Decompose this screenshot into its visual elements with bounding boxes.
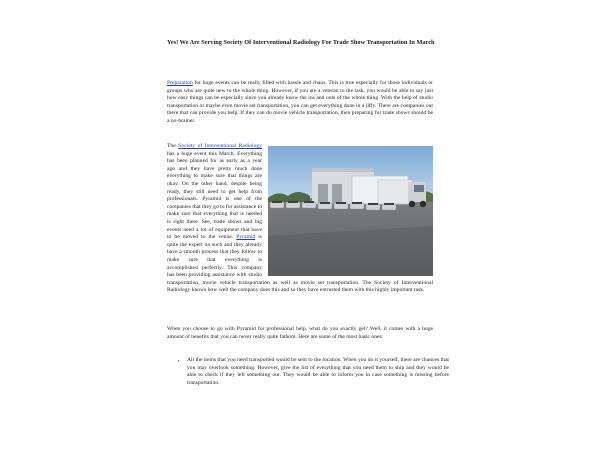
paragraph-society [167, 143, 433, 295]
benefits-list [173, 357, 449, 387]
truck-photo [268, 146, 433, 276]
paragraph-preparation [167, 80, 433, 126]
sir-link[interactable]: Society of Interventional Radiology [178, 143, 262, 149]
paragraph-text: has a huge event this March. Everything has been planned for as early as a year ago and they have pretty much done everything to make sure that things are okay. On the other hand, despite being ready, they still need to get help from professionals. Pyramid is one of the companies that they go to for assistance to make sure that everything that is needed is right there. See, trade shows and big events need a lot of equipment that have to be moved to the venue. [167, 150, 262, 241]
paragraph-text: for huge events can be really filled with hassle and chaos. This is true especially for those individuals or groups who are quite new to the whole thing. However, if you are a veteran to the task, you would be able to say just how easy things can be especially since you already know the ins and outs of the whole thing. With the help of studio transportation or maybe even movie set transportation, you can get everything done in a jiffy. There are companies out there that can provide you help. If they can do movie vehicle transportation, then preparing for trade shows should be a no-brainer. [167, 80, 433, 124]
paragraph-benefits: When you choose to go with Pyramid for professional help, what do you exactly get? Well, it comes with a huge amount of benefits that you can never really quite fathom. Here are some of the most basic ones: [167, 326, 433, 340]
pyramid-link[interactable]: Pyramid [236, 234, 256, 241]
preparation-link[interactable]: Preparation [167, 80, 193, 86]
paragraph-text: is quite the expert on such and they already have a smooth process that they follow to make sure that everything is accomplished perfectly. This company has been providing assistance with studio transportation, movie vehicle transportation as well as movie set transportation. The Society of Interventional Radiology knows how well the company does this and so they have entrusted them with this highly important task. [167, 234, 433, 294]
page-title: Yes! We Are Serving Society Of Interventional Radiology For Trade Show Transportation In March [167, 39, 435, 46]
truck-lot-photo-icon [268, 146, 433, 276]
list-item: • All the items that you need transported would be sent to the location. When you do it yourself, there are chances that you may overlook something. However, give the list of everything that you need them to ship and they would be able to check if they left something out. They would be able to inform you in case something is missing before transportation. [187, 357, 449, 387]
paragraph-lead: The [167, 143, 179, 149]
